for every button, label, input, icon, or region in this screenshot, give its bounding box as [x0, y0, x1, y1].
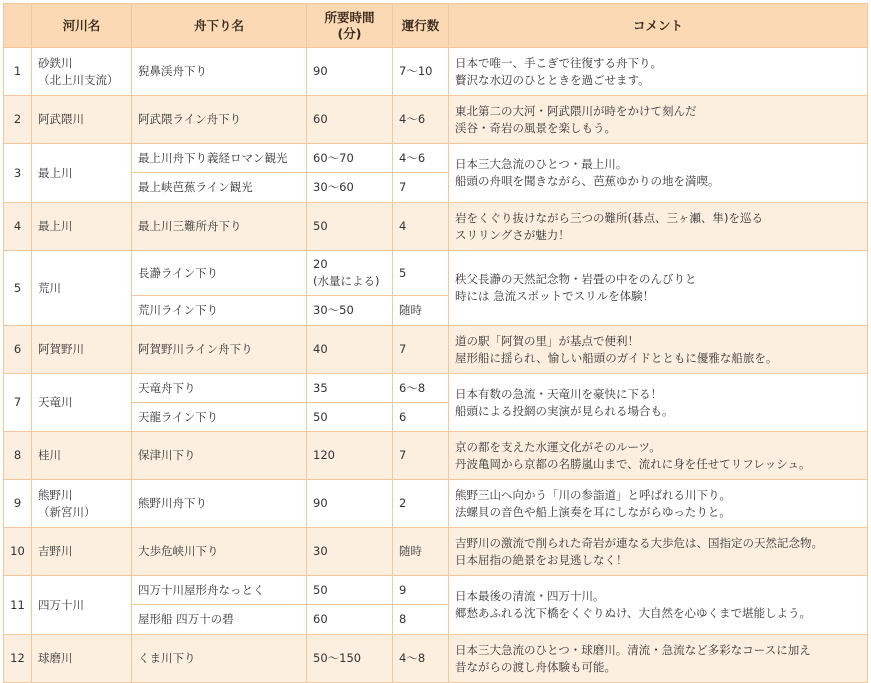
row-number: 8 [4, 432, 32, 480]
comment-line-2: 昔ながらの渡し舟体験も可能。 [455, 659, 616, 674]
river-name: 桂川 [38, 448, 61, 462]
river-name: 球磨川 [38, 651, 73, 665]
row-number: 9 [4, 480, 32, 528]
frequency: 2 [393, 480, 449, 528]
duration-cell [307, 296, 393, 326]
frequency: 9 [393, 576, 449, 605]
comment-line-1: 熊野三山へ向かう「川の参詣道」と呼ばれる川下り。 [455, 487, 731, 502]
duration: 90 [313, 64, 328, 78]
duration-cell [307, 635, 393, 683]
table-row [4, 635, 868, 683]
frequency: 4〜6 [393, 144, 449, 173]
duration: 120 [313, 448, 335, 462]
river-name: 最上川 [38, 165, 73, 180]
comment-line-2: 時には 急流スポットでスリルを体験！ [455, 289, 655, 303]
table-body [4, 48, 868, 683]
frequency: 4 [393, 203, 449, 251]
river-name-cell [32, 203, 132, 251]
river-name-cell [32, 432, 132, 480]
duration-cell [307, 374, 393, 403]
river-boat-table [3, 3, 868, 683]
row-number: 5 [4, 251, 32, 326]
header-time-unit: (分) [337, 25, 362, 41]
river-name: 阿賀野川 [38, 342, 84, 356]
duration-cell [307, 48, 393, 96]
boat-name: 阿武隈ライン舟下り [132, 96, 307, 144]
river-name-cell [32, 576, 132, 635]
row-number: 3 [4, 144, 32, 203]
boat-name: 屋形船 四万十の碧 [132, 605, 307, 635]
row-number: 1 [4, 48, 32, 96]
river-name: 荒川 [38, 280, 61, 295]
frequency: 随時 [393, 528, 449, 576]
table-header-row [4, 4, 868, 48]
river-name-cell [32, 374, 132, 432]
frequency: 6 [393, 403, 449, 432]
river-name-cell [32, 635, 132, 683]
table-row [4, 528, 868, 576]
comment-line-1: 秩父長瀞の天然記念物・岩畳の中をのんびりと [455, 272, 697, 286]
duration-note: (水量による) [313, 274, 380, 288]
river-name-cell [32, 326, 132, 374]
river-name: 最上川 [38, 219, 73, 233]
comment-line-2: 屋形船に揺られ、愉しい船頭のガイドとともに優雅な船旅を。 [455, 350, 778, 365]
header-no [4, 4, 32, 48]
boat-name: 長瀞ライン下り [132, 251, 307, 296]
river-name: 四万十川 [38, 597, 84, 612]
table-row [4, 96, 868, 144]
river-name-cell [32, 251, 132, 326]
river-name-sub: （北上川支流） [38, 72, 119, 87]
comment-cell [449, 528, 868, 576]
table-row [4, 432, 868, 480]
duration-cell [307, 605, 393, 635]
comment-cell [449, 374, 868, 432]
table-row [4, 576, 868, 605]
duration: 60 [313, 112, 328, 126]
header-boat: 舟下り名 [132, 4, 307, 48]
duration: 30〜60 [313, 180, 354, 194]
duration: 35 [313, 380, 328, 395]
duration-cell [307, 173, 393, 203]
frequency: 4〜8 [393, 635, 449, 683]
boat-name: 荒川ライン下り [132, 296, 307, 326]
comment-line-2: 郷愁あふれる沈下橋をくぐりぬけ、大自然を心ゆくまで堪能しよう。 [455, 606, 812, 620]
comment-cell [449, 576, 868, 635]
frequency: 5 [393, 251, 449, 296]
river-name: 阿武隈川 [38, 112, 84, 126]
boat-name: 猊鼻渓舟下り [132, 48, 307, 96]
boat-name: くま川下り [132, 635, 307, 683]
comment-cell [449, 326, 868, 374]
comment-line-2: 日本屈指の絶景をお見逃しなく！ [455, 552, 628, 567]
comment-cell [449, 635, 868, 683]
duration-cell [307, 403, 393, 432]
duration-cell [307, 576, 393, 605]
frequency: 6〜8 [393, 374, 449, 403]
duration-cell [307, 251, 393, 296]
duration-cell [307, 96, 393, 144]
comment-cell [449, 251, 868, 326]
boat-name: 最上川三難所舟下り [132, 203, 307, 251]
comment-line-1: 岩をくぐり抜けながら三つの難所(碁点、三ヶ瀬、隼)を巡る [455, 210, 763, 225]
frequency: 8 [393, 605, 449, 635]
boat-name: 大歩危峡川下り [132, 528, 307, 576]
table-row [4, 144, 868, 173]
row-number: 10 [4, 528, 32, 576]
duration: 50 [313, 582, 328, 597]
table-row [4, 374, 868, 403]
duration-cell [307, 432, 393, 480]
duration-cell [307, 144, 393, 173]
row-number: 2 [4, 96, 32, 144]
boat-name: 最上峡芭蕉ライン観光 [132, 173, 307, 203]
duration: 50 [313, 409, 328, 424]
comment-line-1: 日本三大急流のひとつ・球磨川。清流・急流など多彩なコースに加え [455, 642, 811, 657]
frequency: 7〜10 [393, 48, 449, 96]
comment-line-2: 贅沢な水辺のひとときを過ごせます。 [455, 72, 650, 87]
table-row [4, 48, 868, 96]
row-number: 12 [4, 635, 32, 683]
comment-cell [449, 480, 868, 528]
comment-line-1: 日本三大急流のひとつ・最上川。 [455, 157, 628, 171]
frequency: 7 [393, 173, 449, 203]
frequency: 7 [393, 432, 449, 480]
comment-cell [449, 144, 868, 203]
header-frequency: 運行数 [393, 4, 449, 48]
duration: 50 [313, 219, 328, 233]
comment-line-1: 吉野川の激流で削られた奇岩が連なる大歩危は、国指定の天然記念物。 [455, 535, 823, 550]
comment-line-2: 丹波亀岡から京都の名勝嵐山まで、流れに身を任せてリフレッシュ。 [455, 456, 811, 471]
frequency: 7 [393, 326, 449, 374]
comment-line-1: 道の駅「阿賀の里」が基点で便利！ [455, 333, 639, 348]
row-number: 7 [4, 374, 32, 432]
comment-cell [449, 432, 868, 480]
frequency: 4〜6 [393, 96, 449, 144]
row-number: 11 [4, 576, 32, 635]
comment-line-1: 日本最後の清流・四万十川。 [455, 589, 605, 603]
duration: 30〜50 [313, 303, 354, 317]
comment-line-1: 日本有数の急流・天竜川を豪快に下る！ [455, 386, 662, 401]
comment-cell [449, 96, 868, 144]
river-name-cell [32, 528, 132, 576]
boat-name: 最上川舟下り義経ロマン観光 [132, 144, 307, 173]
river-name-cell [32, 480, 132, 528]
header-comment: コメント [449, 4, 868, 48]
duration-cell [307, 203, 393, 251]
header-time [307, 4, 393, 48]
boat-name: 天龍ライン下り [132, 403, 307, 432]
table-row [4, 326, 868, 374]
row-number: 4 [4, 203, 32, 251]
boat-name: 阿賀野川ライン舟下り [132, 326, 307, 374]
river-name-cell [32, 96, 132, 144]
comment-cell [449, 203, 868, 251]
river-name-cell [32, 144, 132, 203]
comment-cell [449, 48, 868, 96]
river-name: 砂鉄川 [38, 55, 73, 70]
boat-name: 熊野川舟下り [132, 480, 307, 528]
comment-line-2: スリリングさが魅力！ [455, 227, 570, 242]
river-name: 熊野川 [38, 487, 73, 502]
duration: 50〜150 [313, 651, 362, 665]
river-name: 天竜川 [38, 395, 73, 409]
duration-cell [307, 326, 393, 374]
comment-line-1: 東北第二の大河・阿武隈川が時をかけて刻んだ [455, 103, 697, 118]
table-row [4, 480, 868, 528]
duration-cell [307, 528, 393, 576]
duration: 60〜70 [313, 150, 354, 165]
river-name: 吉野川 [38, 544, 73, 558]
comment-line-2: 船頭の舟唄を聞きながら、芭蕉ゆかりの地を満喫。 [455, 174, 720, 188]
duration: 90 [313, 496, 328, 510]
header-river: 河川名 [32, 4, 132, 48]
boat-name: 天竜舟下り [132, 374, 307, 403]
boat-name: 保津川下り [132, 432, 307, 480]
comment-line-2: 渓谷・奇岩の風景を楽しもう。 [455, 120, 616, 135]
comment-line-1: 日本で唯一、手こぎで往復する舟下り。 [455, 55, 662, 70]
river-name-cell [32, 48, 132, 96]
table-row [4, 251, 868, 296]
river-name-sub: （新宮川） [38, 504, 96, 519]
comment-line-2: 船頭による投網の実演が見られる場合も。 [455, 403, 674, 418]
duration: 60 [313, 612, 328, 626]
boat-name: 四万十川屋形舟なっとく [132, 576, 307, 605]
duration: 20 [313, 257, 328, 271]
duration: 40 [313, 342, 328, 356]
frequency: 随時 [393, 296, 449, 326]
comment-line-2: 法螺貝の音色や船上演奏を耳にしながらゆったりと。 [455, 504, 731, 519]
duration-cell [307, 480, 393, 528]
duration: 30 [313, 544, 328, 558]
header-time-label: 所要時間 [324, 9, 375, 25]
table-row [4, 203, 868, 251]
row-number: 6 [4, 326, 32, 374]
comment-line-1: 京の都を支えた水運文化がそのルーツ。 [455, 439, 661, 454]
